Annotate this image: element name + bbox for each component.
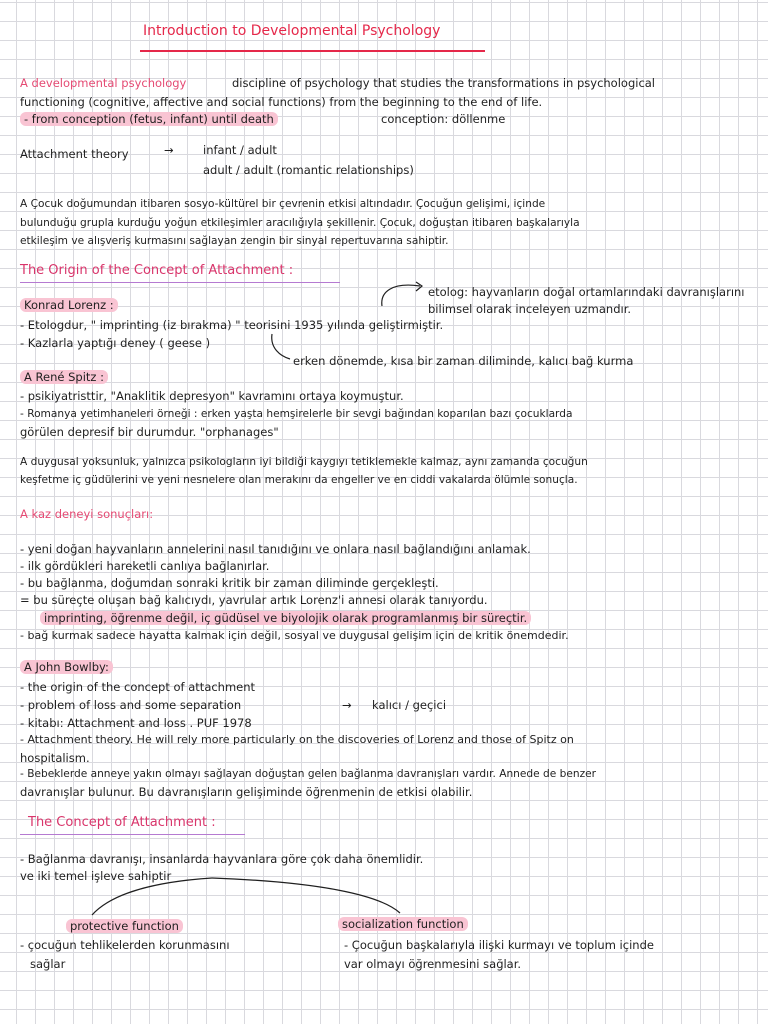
section-origin-underline bbox=[20, 282, 340, 283]
section-concept-underline bbox=[20, 834, 245, 835]
geese-item-5 bbox=[40, 611, 531, 625]
protective-text-2: sağlar bbox=[30, 957, 66, 971]
bowlby-heading bbox=[20, 660, 113, 674]
highlighted-conception: - from conception (fetus, infant) until death bbox=[20, 112, 278, 126]
lorenz-highlight: Konrad Lorenz : bbox=[20, 298, 118, 312]
etolog-definition-1: etolog: hayvanların doğal ortamlarındaki davranışlarını bbox=[428, 285, 745, 299]
bowlby-bebek-2: davranışlar bulunur. Bu davranışların gelişiminde öğrenmenin de etkisi olabilir. bbox=[20, 785, 473, 799]
intro-term: A developmental psychology bbox=[20, 76, 187, 90]
bowlby-item-3: - kitabı: Attachment and loss . PUF 1978 bbox=[20, 716, 252, 730]
geese-curved-connector bbox=[272, 334, 290, 359]
arrow-icon: → bbox=[342, 698, 352, 712]
intro-line3b: conception: döllenme bbox=[381, 112, 506, 126]
bowlby-arrow-note: kalıcı / geçici bbox=[372, 698, 447, 712]
social-text-2: var olmayı öğrenmesini sağlar. bbox=[344, 957, 522, 971]
spitz-point-2: - Romanya yetimhaneleri örneği : erken yaşta hemşirelerle bir sevgi bağından koparılan bazı çocuklarda bbox=[20, 408, 573, 420]
branch-right-line bbox=[212, 878, 400, 913]
intro-line1: discipline of psychology that studies the transformations in psychological bbox=[232, 76, 656, 90]
socialization-function-label bbox=[338, 917, 468, 931]
geese-item-3: - bu bağlanma, doğumdan sonraki kritik bir zaman diliminde gerçekleşti. bbox=[20, 576, 439, 590]
attachment-item-1: infant / adult bbox=[203, 143, 277, 157]
lorenz-point-2: - Kazlarla yaptığı deney ( geese ) bbox=[20, 336, 211, 350]
protective-function-label bbox=[66, 919, 183, 933]
paragraph2-line2: keşfetme iç güdülerini ve yeni nesnelere olan merakını da engeller ve en ciddi vakalarda ölümle sonuçla. bbox=[20, 474, 578, 486]
branch-left-line bbox=[92, 878, 212, 915]
spitz-heading bbox=[20, 370, 108, 384]
intro-line3a bbox=[20, 112, 278, 126]
bowlby-item-2: - problem of loss and some separation bbox=[20, 698, 242, 712]
protective-text-1: - çocuğun tehlikelerden korunmasını bbox=[20, 938, 230, 952]
geese-item-2: - ilk gördükleri hareketli canlıya bağlanırlar. bbox=[20, 559, 270, 573]
geese-item-6: - bağ kurmak sadece hayatta kalmak için değil, sosyal ve duygusal gelişim için de kritik önemdedir. bbox=[20, 629, 569, 642]
lorenz-heading bbox=[20, 298, 118, 312]
socialization-highlight: socialization function bbox=[338, 917, 468, 931]
spitz-point-1: - psikiyatristtir, "Anaklitik depresyon" kavramını ortaya koymuştur. bbox=[20, 389, 404, 403]
geese-item-4: = bu süreçte oluşan bağ kalıcıydı, yavrular artık Lorenz'i annesi olarak tanıyordu. bbox=[20, 593, 488, 607]
arrow-icon: → bbox=[164, 143, 174, 157]
spitz-highlight: A René Spitz : bbox=[20, 370, 108, 384]
paragraph2-line1: A duygusal yoksunluk, yalnızca psikologların iyi bildiği kaygıyı tetiklemekle kalmaz, aynı zamanda çocuğun bbox=[20, 456, 588, 468]
bowlby-highlight: A John Bowlby: bbox=[20, 660, 113, 674]
lorenz-point-1: - Etologdur, " imprinting (iz bırakma) " teorisini 1935 yılında geliştirmiştir. bbox=[20, 318, 444, 332]
geese-item-1: - yeni doğan hayvanların annelerini nasıl tanıdığını ve onlara nasıl bağlandığını anlamak. bbox=[20, 542, 531, 556]
spitz-point-3: görülen depresif bir durumdur. "orphanages" bbox=[20, 425, 279, 439]
imprinting-highlight: imprinting, öğrenme değil, iç güdüsel ve biyolojik olarak programlanmış bir süreçtir. bbox=[40, 611, 531, 625]
section-concept-heading: The Concept of Attachment : bbox=[28, 815, 216, 830]
bowlby-item-1: - the origin of the concept of attachment bbox=[20, 680, 256, 694]
paragraph1-line1: A Çocuk doğumundan itibaren sosyo-kültürel bir çevrenin etkisi altındadır. Çocuğun gelişimi, içinde bbox=[20, 198, 546, 210]
geese-heading: A kaz deneyi sonuçları: bbox=[20, 507, 154, 521]
title-underline bbox=[140, 50, 485, 52]
bowlby-theory-1: - Attachment theory. He will rely more particularly on the discoveries of Lorenz and those of Spitz on bbox=[20, 733, 574, 746]
page-title: Introduction to Developmental Psychology bbox=[143, 23, 441, 39]
intro-line2: functioning (cognitive, affective and social functions) from the beginning to the end of life. bbox=[20, 95, 543, 109]
bowlby-theory-2: hospitalism. bbox=[20, 751, 90, 765]
section-origin-heading: The Origin of the Concept of Attachment : bbox=[20, 263, 294, 278]
bowlby-bebek-1: - Bebeklerde anneye yakın olmayı sağlayan doğuştan gelen bağlanma davranışları vardır. Annede de benzer bbox=[20, 768, 597, 780]
attachment-item-2: adult / adult (romantic relationships) bbox=[203, 163, 414, 177]
protective-highlight: protective function bbox=[66, 919, 183, 933]
etolog-curved-arrow bbox=[382, 285, 420, 306]
paragraph1-line2: bulunduğu grupla kurduğu yoğun etkileşimler aracılığıyla şekillenir. Çocuk, doğuştan itibaren başkalarıyla bbox=[20, 217, 580, 229]
lorenz-point-3: erken dönemde, kısa bir zaman diliminde, kalıcı bağ kurma bbox=[293, 354, 634, 368]
attachment-theory-label: Attachment theory bbox=[20, 147, 129, 161]
social-text-1: - Çocuğun başkalarıyla ilişki kurmayı ve toplum içinde bbox=[344, 938, 654, 952]
concept-line-1: - Bağlanma davranışı, insanlarda hayvanlara göre çok daha önemlidir. bbox=[20, 852, 424, 866]
etolog-definition-2: bilimsel olarak inceleyen uzmandır. bbox=[428, 302, 632, 316]
concept-line-2: ve iki temel işleve sahiptir bbox=[20, 869, 172, 883]
etolog-arrow-head bbox=[416, 282, 422, 291]
paragraph1-line3: etkileşim ve alışveriş kurmasını sağlayan zengin bir sinyal repertuvarına sahiptir. bbox=[20, 235, 449, 247]
